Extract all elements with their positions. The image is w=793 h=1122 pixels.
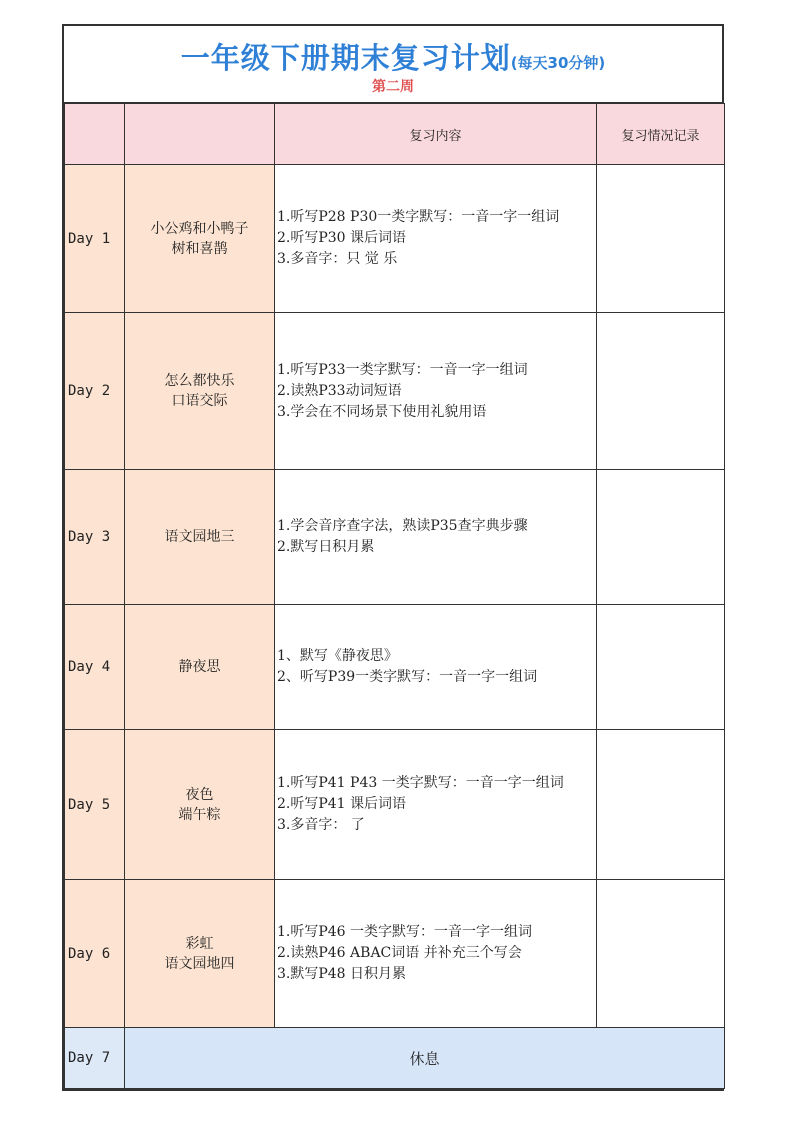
lesson-cell bbox=[125, 880, 275, 1028]
day-label: Day 5 bbox=[65, 730, 125, 880]
lesson-cell bbox=[125, 470, 275, 605]
review-item: 1.听写P33一类字默写：一音一字一组词 bbox=[277, 361, 528, 378]
review-item: 3.学会在不同场景下使用礼貌用语 bbox=[277, 403, 487, 420]
lesson-title: 端午粽 bbox=[178, 806, 221, 823]
review-item: 2、听写P39一类字默写：一音一字一组词 bbox=[277, 669, 538, 685]
record-cell[interactable] bbox=[597, 313, 725, 470]
review-item: 2.默写日积月累 bbox=[277, 539, 375, 555]
record-cell[interactable] bbox=[597, 605, 725, 730]
day-label: Day 1 bbox=[65, 165, 125, 313]
lesson-cell bbox=[125, 165, 275, 313]
day-label: Day 7 bbox=[65, 1028, 125, 1089]
header-content: 复习内容 bbox=[275, 104, 597, 165]
lesson-title: 口语交际 bbox=[171, 393, 228, 409]
table-row bbox=[65, 605, 725, 730]
table-row bbox=[65, 730, 725, 880]
review-item: 2.读熟P33动词短语 bbox=[277, 382, 402, 399]
page-title: 一年级下册期末复习计划 bbox=[180, 41, 511, 75]
lesson-title: 彩虹 bbox=[185, 935, 214, 952]
review-item: 1、默写《静夜思》 bbox=[277, 648, 398, 664]
lesson-title: 语文园地三 bbox=[164, 529, 235, 545]
lesson-title: 怎么都快乐 bbox=[164, 373, 235, 389]
header-day bbox=[65, 104, 125, 165]
record-cell[interactable] bbox=[597, 730, 725, 880]
review-item: 1.听写P46 一类字默写：一音一字一组词 bbox=[277, 924, 533, 940]
record-cell[interactable] bbox=[597, 880, 725, 1028]
review-item: 1.学会音序查字法，熟读P35查字典步骤 bbox=[277, 518, 528, 534]
day-label: Day 4 bbox=[65, 605, 125, 730]
content-cell bbox=[275, 730, 597, 880]
table-row bbox=[65, 313, 725, 470]
header-lesson bbox=[125, 104, 275, 165]
title-block bbox=[64, 26, 722, 103]
review-item: 2.听写P30 课后词语 bbox=[277, 230, 407, 246]
record-cell[interactable] bbox=[597, 470, 725, 605]
record-cell[interactable] bbox=[597, 165, 725, 313]
content-cell bbox=[275, 880, 597, 1028]
table-row bbox=[65, 470, 725, 605]
plan-table bbox=[64, 103, 725, 1089]
review-item: 3.多音字： 了 bbox=[277, 817, 365, 833]
review-item: 2.读熟P46 ABAC词语 并补充三个写会 bbox=[277, 945, 522, 961]
title-line bbox=[64, 36, 722, 77]
lesson-title: 语文园地四 bbox=[164, 955, 235, 972]
week-label: 第二周 bbox=[372, 79, 414, 95]
lesson-title: 夜色 bbox=[185, 786, 214, 803]
lesson-cell bbox=[125, 313, 275, 470]
review-item: 3.默写P48 日积月累 bbox=[277, 966, 407, 982]
title-note: (每天30分钟) bbox=[510, 54, 606, 72]
lesson-cell bbox=[125, 730, 275, 880]
day-label: Day 3 bbox=[65, 470, 125, 605]
rest-label: 休息 bbox=[125, 1028, 725, 1089]
content-cell bbox=[275, 470, 597, 605]
content-cell bbox=[275, 313, 597, 470]
content-cell bbox=[275, 165, 597, 313]
lesson-title: 静夜思 bbox=[178, 659, 221, 675]
table-row bbox=[65, 165, 725, 313]
header-record: 复习情况记录 bbox=[597, 104, 725, 165]
review-plan-sheet bbox=[62, 24, 724, 1091]
review-item: 1.听写P41 P43 一类字默写：一音一字一组词 bbox=[277, 775, 564, 791]
review-item: 3.多音字：只 觉 乐 bbox=[277, 251, 398, 267]
content-cell bbox=[275, 605, 597, 730]
lesson-cell bbox=[125, 605, 275, 730]
day-label: Day 2 bbox=[65, 313, 125, 470]
lesson-title: 树和喜鹊 bbox=[171, 240, 228, 257]
table-row bbox=[65, 880, 725, 1028]
lesson-title: 小公鸡和小鸭子 bbox=[150, 220, 249, 237]
review-item: 1.听写P28 P30一类字默写：一音一字一组词 bbox=[277, 209, 560, 225]
header-row bbox=[65, 104, 725, 165]
rest-row bbox=[65, 1028, 725, 1089]
day-label: Day 6 bbox=[65, 880, 125, 1028]
review-item: 2.听写P41 课后词语 bbox=[277, 796, 407, 812]
